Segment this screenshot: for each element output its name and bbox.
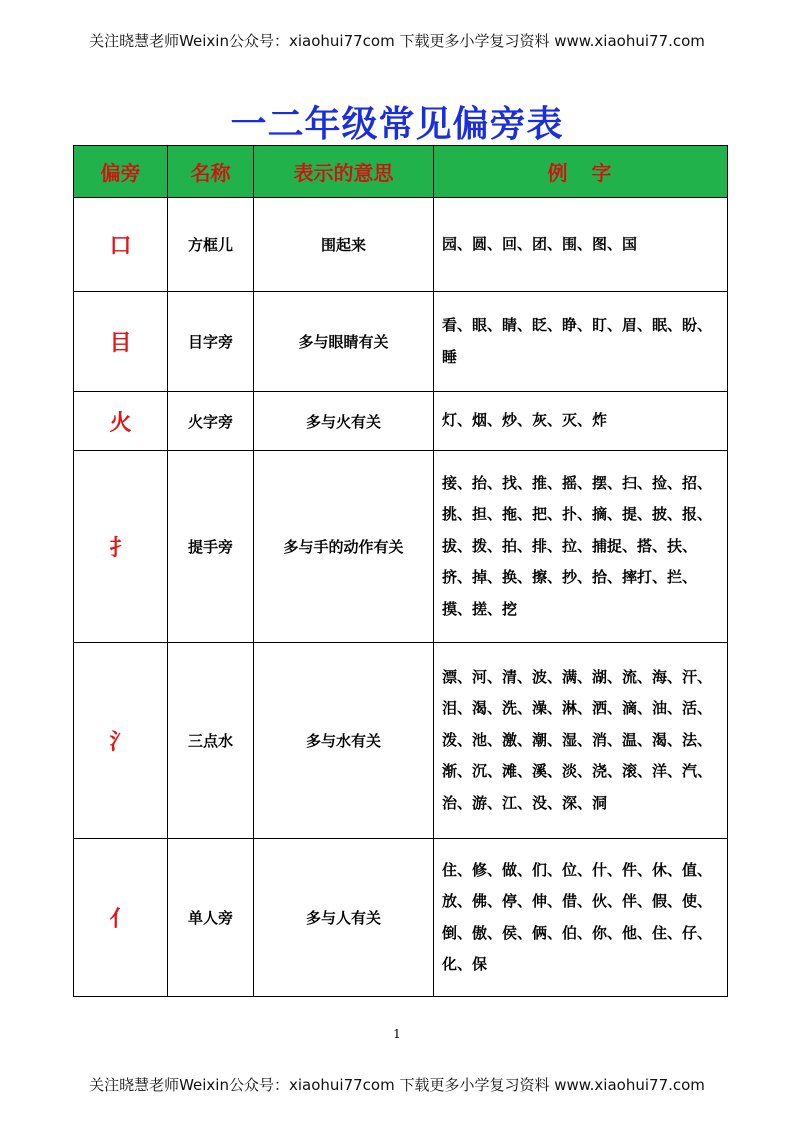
meaning-cell: 多与火有关 <box>254 392 434 451</box>
name-cell: 方框儿 <box>168 198 254 292</box>
examples-cell: 园、圆、回、团、围、图、国 <box>434 198 728 292</box>
page-number: 1 <box>393 1027 401 1041</box>
examples-cell: 漂、河、清、波、满、湖、流、海、汗、泪、渴、洗、澡、淋、洒、滴、油、活、泼、池、激、潮、湿、消、温、渴、法、渐、沉、滩、溪、淡、浇、滚、洋、汽、治、游、江、没、深、洞 <box>434 643 728 839</box>
column-header-name: 名称 <box>168 146 254 198</box>
radical-cell: 火 <box>74 392 168 451</box>
page-header: 关注晓慧老师Weixin公众号：xiaohui77com 下载更多小学复习资料 www.xiaohui77.com <box>89 32 705 50</box>
radical-cell: 目 <box>74 292 168 392</box>
page-footer: 关注晓慧老师Weixin公众号：xiaohui77com 下载更多小学复习资料 www.xiaohui77.com <box>89 1076 705 1094</box>
radical-cell: 口 <box>74 198 168 292</box>
examples-cell: 接、抬、找、推、摇、摆、扫、捡、招、挑、担、拖、把、扑、摘、提、披、报、拔、拨、拍、排、拉、捕捉、搭、扶、挤、掉、换、擦、抄、拾、摔打、拦、摸、搓、挖 <box>434 451 728 643</box>
examples-cell: 灯、烟、炒、灰、灭、炸 <box>434 392 728 451</box>
meaning-cell: 围起来 <box>254 198 434 292</box>
column-header-radical: 偏旁 <box>74 146 168 198</box>
column-header-meaning: 表示的意思 <box>254 146 434 198</box>
column-header-examples: 例 字 <box>434 146 728 198</box>
table-row <box>74 643 728 839</box>
meaning-cell: 多与眼睛有关 <box>254 292 434 392</box>
name-cell: 三点水 <box>168 643 254 839</box>
page-title: 一二年级常见偏旁表 <box>230 104 564 145</box>
name-cell: 火字旁 <box>168 392 254 451</box>
table-row <box>74 198 728 292</box>
table-row <box>74 292 728 392</box>
table-row <box>74 839 728 997</box>
radical-cell: 亻 <box>74 839 168 997</box>
radical-table <box>73 145 728 997</box>
examples-cell: 住、修、做、们、位、什、件、休、值、放、佛、停、伸、借、伙、伴、假、使、倒、傲、侯、俩、伯、你、他、住、仔、化、保 <box>434 839 728 997</box>
name-cell: 提手旁 <box>168 451 254 643</box>
table-header-row <box>74 146 728 198</box>
meaning-cell: 多与手的动作有关 <box>254 451 434 643</box>
examples-cell: 看、眼、睛、眨、睁、盯、眉、眠、盼、睡 <box>434 292 728 392</box>
radical-cell: 氵 <box>74 643 168 839</box>
table-row <box>74 451 728 643</box>
meaning-cell: 多与人有关 <box>254 839 434 997</box>
table-row <box>74 392 728 451</box>
name-cell: 单人旁 <box>168 839 254 997</box>
radical-cell: 扌 <box>74 451 168 643</box>
name-cell: 目字旁 <box>168 292 254 392</box>
meaning-cell: 多与水有关 <box>254 643 434 839</box>
